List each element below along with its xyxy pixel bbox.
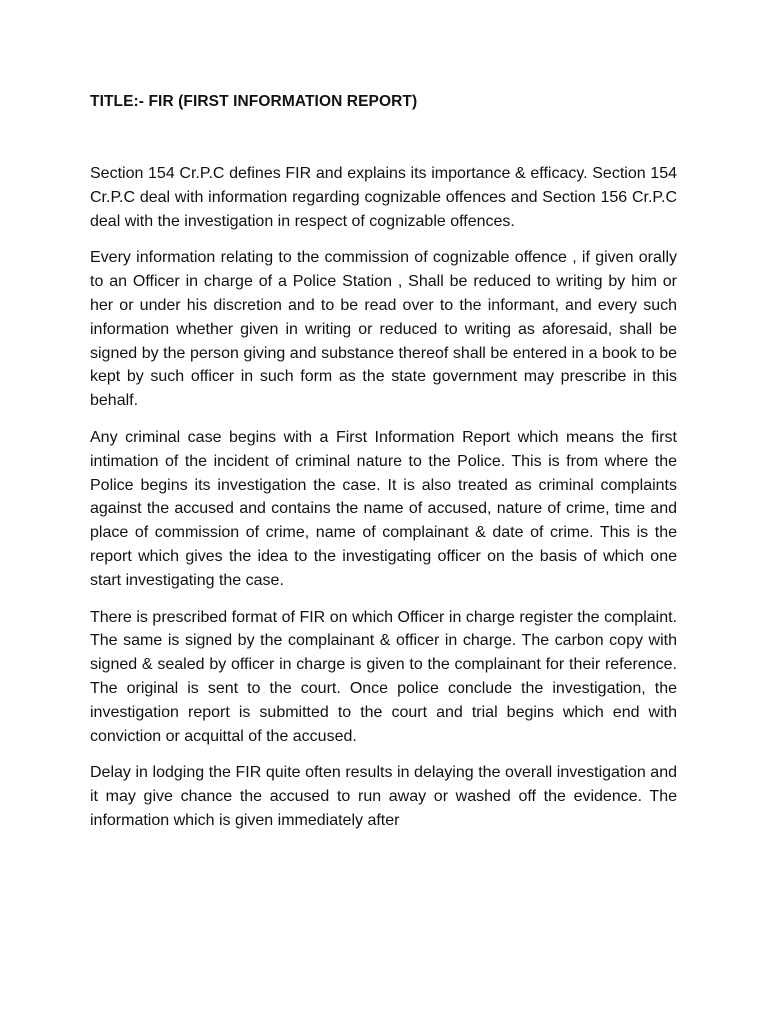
paragraph-3: Any criminal case begins with a First Information Report which means the first intimation of the incident of criminal nature to the Police. This is from where the Police begins its investigation the case. It is also treated as criminal complaints against the accused and contains the name of accused, nature of crime, time and place of commission of crime, name of complainant & date of crime. This is the report which gives the idea to the investigating officer on the basis of which one start investigating the case. xyxy=(90,428,677,589)
paragraph-2: Every information relating to the commission of cognizable offence , if given orally to an Officer in charge of a Police Station , Shall be reduced to writing by him or her or under his discretion and to be read over to the informant, and every such information whether given in writing or reduced to writing as aforesaid, shall be signed by the person giving and substance thereof shall be entered in a book to be kept by such officer in such form as the state government may prescribe in this behalf. xyxy=(90,249,677,410)
paragraph-4: There is prescribed format of FIR on which Officer in charge register the complaint. The same is signed by the complainant & officer in charge. The carbon copy with signed & sealed by officer in charge is given to the complainant for their reference. The original is sent to the court. Once police conclude the investigation, the investigation report is submitted to the court and trial begins which end with conviction or acquittal of the accused. xyxy=(90,608,677,745)
paragraph-1: Section 154 Cr.P.C defines FIR and explains its importance & efficacy. Section 154 Cr.P.C deal with information regarding cognizable offences and Section 156 Cr.P.C deal with the investigation in respect of cognizable offences. xyxy=(90,165,677,230)
document-body xyxy=(90,90,677,846)
paragraph-5: Delay in lodging the FIR quite often results in delaying the overall investigation and it may give chance the accused to run away or washed off the evidence. The information which is given immediately after xyxy=(90,764,677,829)
document-title: TITLE:- FIR (FIRST INFORMATION REPORT) xyxy=(90,93,418,110)
